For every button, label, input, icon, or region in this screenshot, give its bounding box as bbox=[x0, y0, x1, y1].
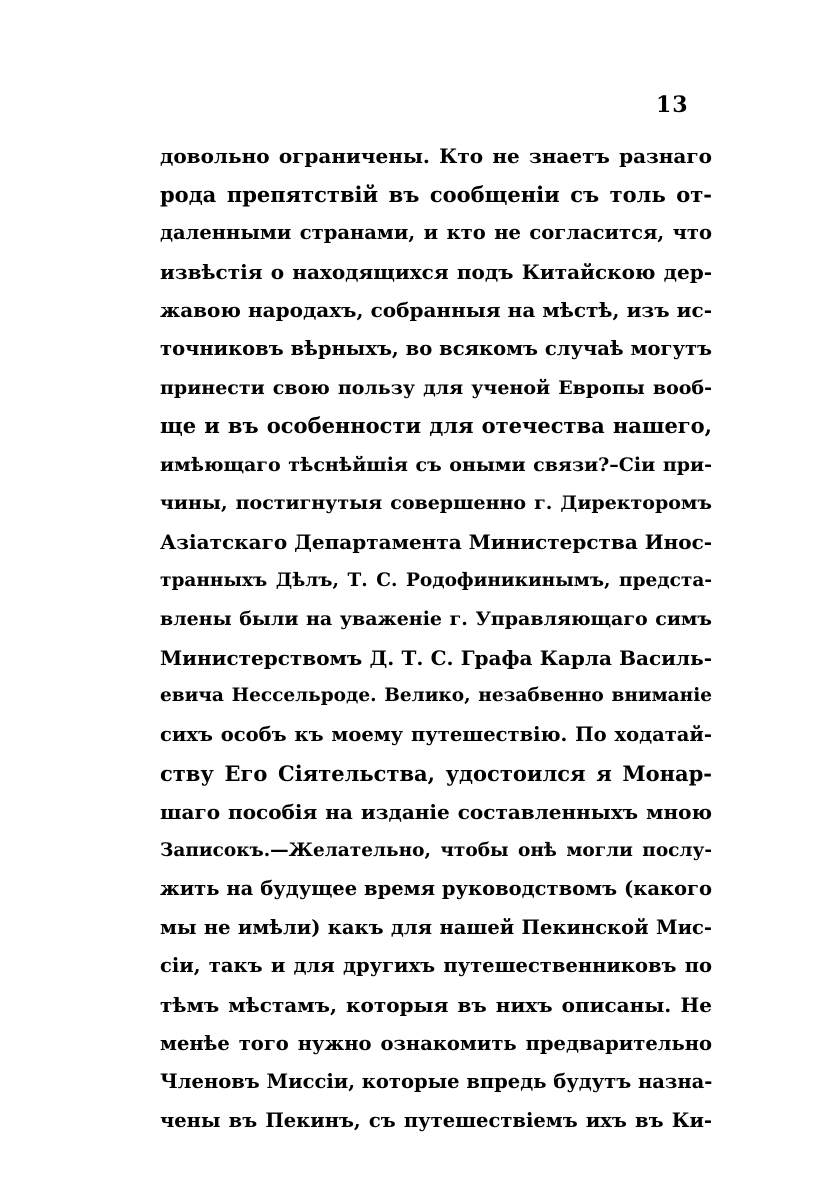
text-line: извѣстія о находящихся подъ Китайскою дер- bbox=[160, 259, 712, 284]
text-line: жавою народахъ, собранныя на мѣстѣ, изъ ис- bbox=[160, 298, 712, 323]
text-line: Азіатскаго Департамента Министерства Инос- bbox=[160, 529, 713, 554]
text-line: евича Нессельроде. Велико, незабвенно вниманіе bbox=[160, 685, 712, 707]
text-line: имѣющаго тѣснѣйшія съ оными связи?–Сіи при- bbox=[160, 453, 712, 476]
text-line: ще и въ особенности для отечества нашего, bbox=[160, 413, 712, 439]
text-line: шаго пособія на изданіе составленныхъ мною bbox=[160, 800, 712, 825]
text-line: даленными странами, и кто не согласится, что bbox=[160, 221, 712, 245]
text-line: Министерствомъ Д. Т. С. Графа Карла Василь- bbox=[160, 645, 712, 670]
text-line: сихъ особъ къ моему путешествію. По ходатай- bbox=[160, 722, 712, 746]
page-number: 13 bbox=[656, 92, 689, 118]
text-line: довольно ограничены. Кто не знаетъ разнаго bbox=[160, 144, 712, 168]
text-line: чены въ Пекинъ, съ путешествіемъ ихъ въ Ки- bbox=[160, 1108, 712, 1132]
text-line: сіи, такъ и для другихъ путешественниковъ по bbox=[160, 954, 712, 978]
text-line: влены были на уваженіе г. Управляющаго симъ bbox=[160, 608, 712, 631]
text-line: точниковъ вѣрныхъ, во всякомъ случаѣ могутъ bbox=[160, 336, 712, 360]
text-line: жить на будущее время руководствомъ (какого bbox=[160, 877, 712, 901]
text-line: мы не имѣли) какъ для нашей Пекинской Мис- bbox=[160, 915, 712, 939]
text-line: Записокъ.—Желательно, чтобы онѣ могли послу- bbox=[160, 839, 712, 861]
body-text bbox=[160, 137, 712, 1140]
text-line: Членовъ Миссіи, которые впредь будутъ назна- bbox=[160, 1070, 713, 1094]
text-line: чины, постигнутыя совершенно г. Директоромъ bbox=[160, 492, 712, 515]
text-line: ству Его Сіятельства, удостоился я Монар- bbox=[160, 760, 712, 786]
text-line: транныхъ Дѣлъ, Т. С. Родофиникинымъ, предста- bbox=[160, 569, 712, 591]
text-line: принести свою пользу для ученой Европы вооб- bbox=[160, 376, 712, 399]
text-line: менѣе того нужно ознакомить предварительно bbox=[160, 1031, 712, 1055]
text-line: тѣмъ мѣстамъ, которыя въ нихъ описаны. Не bbox=[160, 993, 712, 1018]
text-line: рода препятствій въ сообщеніи съ толь от- bbox=[160, 181, 712, 207]
